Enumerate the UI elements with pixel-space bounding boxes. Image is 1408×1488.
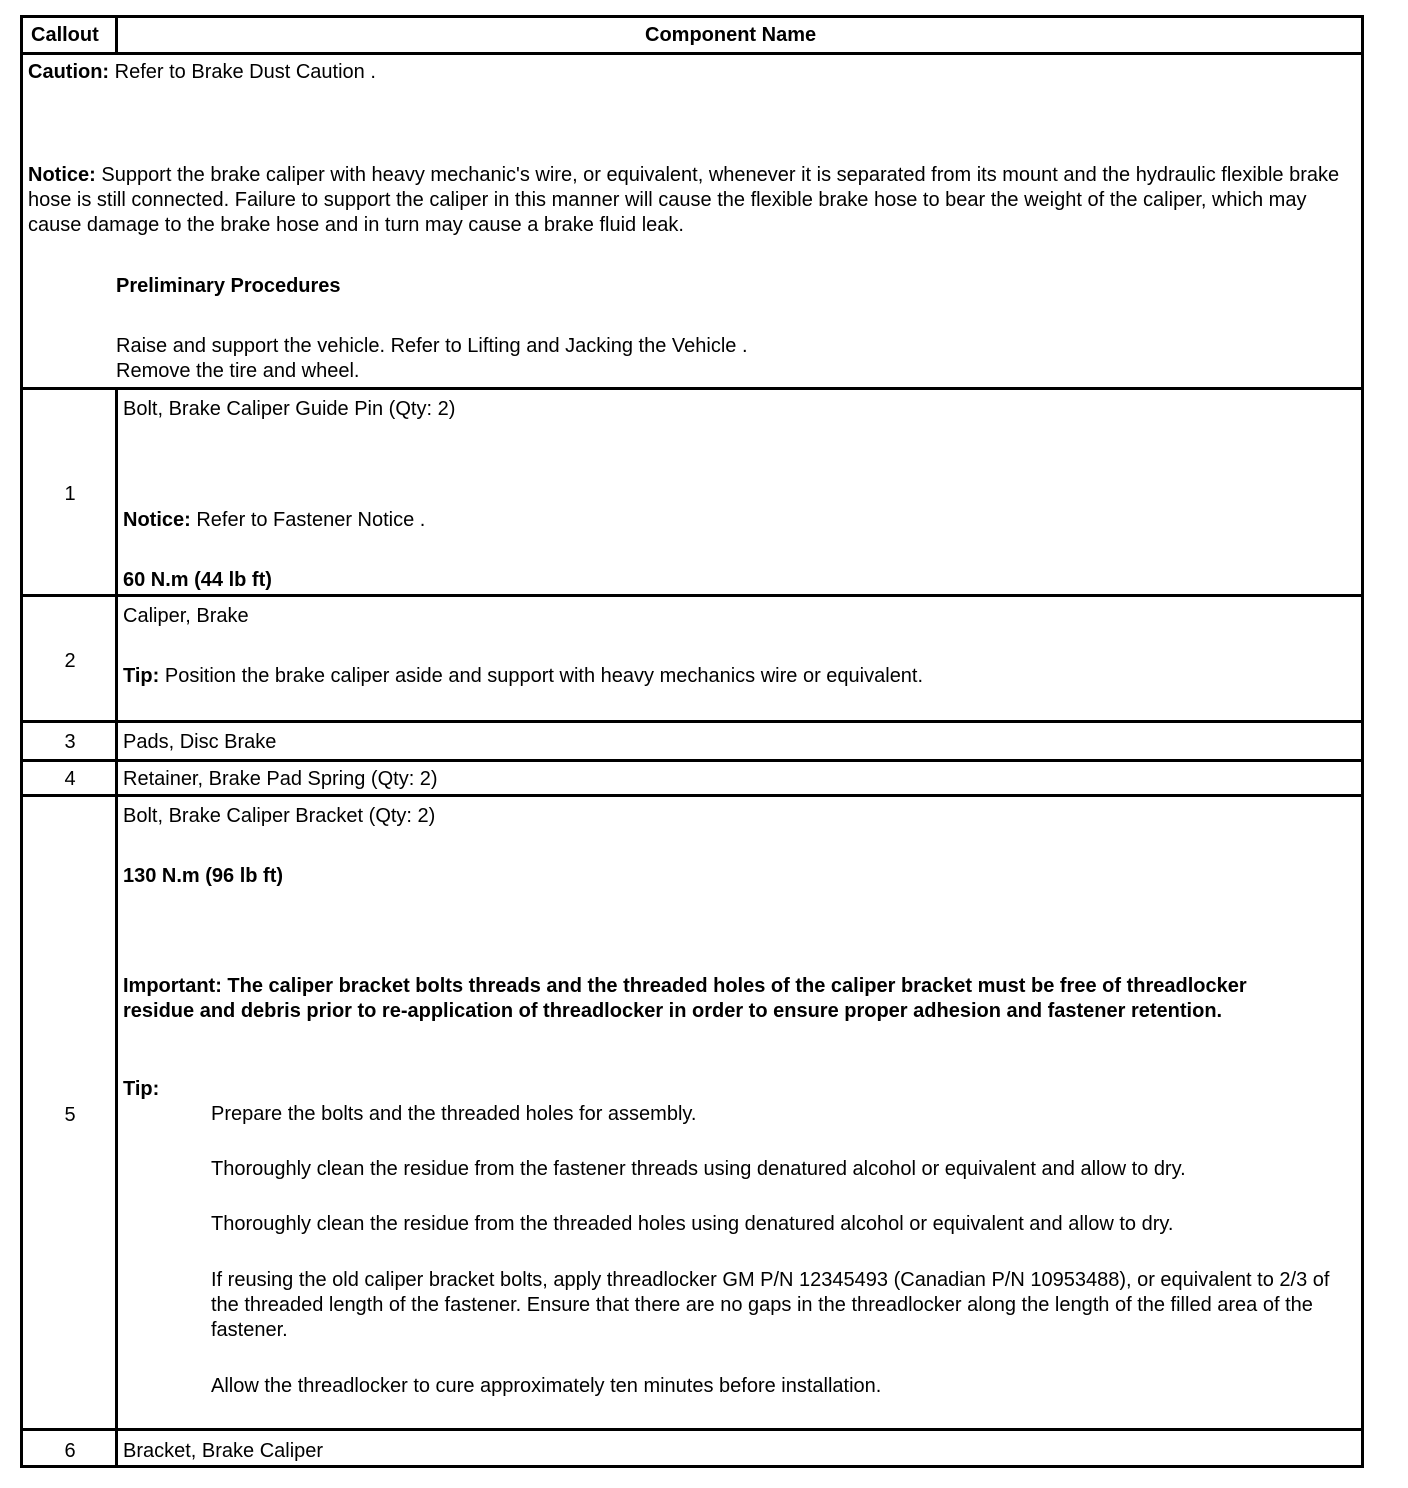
component-name: Caliper, Brake <box>123 605 249 627</box>
tip-step: If reusing the old caliper bracket bolts, apply threadlocker GM P/N 12345493 (Canadian P/N 10953488), or equivalent to 2/3 of the threaded length of the fastener. Ensure that there are no gaps in the threadlocker along the length of the filled area of the fastener. <box>211 1269 1330 1341</box>
tip-label: Tip: <box>123 1078 160 1100</box>
row-divider <box>23 1428 1361 1431</box>
tip-text: Position the brake caliper aside and support with heavy mechanics wire or equivalent. <box>159 665 924 687</box>
torque-spec: 130 N.m (96 lb ft) <box>123 865 284 887</box>
caution-text: Refer to Brake Dust Caution . <box>109 61 376 83</box>
row-divider <box>23 794 1361 797</box>
callout-number: 1 <box>64 483 76 505</box>
row-divider <box>23 387 1361 390</box>
important-note: Important: The caliper bracket bolts threads and the threaded holes of the caliper bracket must be free of threadlocker residue and debris prior to re-application of threadlocker in order to ensure proper adhesion and fastener retention. <box>123 975 1247 1022</box>
component-name: Pads, Disc Brake <box>123 731 277 753</box>
header-component-name: Component Name <box>645 24 817 46</box>
header-callout: Callout <box>31 24 99 46</box>
tip-step: Thoroughly clean the residue from the threaded holes using denatured alcohol or equivalent and allow to dry. <box>211 1213 1174 1235</box>
torque-spec: 60 N.m (44 lb ft) <box>123 569 272 591</box>
tip-line <box>123 664 923 689</box>
notice-text: Support the brake caliper with heavy mechanic's wire, or equivalent, whenever it is separated from its mount and the hydraulic flexible brake hose is still connected. Failure to support the caliper in this manner will cause the flexible brake hose to bear the weight of the caliper, which may cause damage to the brake hose and in turn may cause a brake fluid leak. <box>28 164 1340 236</box>
tip-step: Prepare the bolts and the threaded holes for assembly. <box>211 1103 697 1125</box>
notice-line <box>123 508 425 533</box>
tip-step: Thoroughly clean the residue from the fastener threads using denatured alcohol or equivalent and allow to dry. <box>211 1158 1186 1180</box>
preliminary-step: Raise and support the vehicle. Refer to Lifting and Jacking the Vehicle . <box>116 335 748 357</box>
callout-number: 4 <box>64 768 76 790</box>
tip-step: Allow the threadlocker to cure approximately ten minutes before installation. <box>211 1375 882 1397</box>
tip-label: Tip: <box>123 665 160 687</box>
notice-label: Notice: <box>28 164 96 186</box>
row-divider <box>23 759 1361 762</box>
callout-number: 5 <box>64 1104 76 1126</box>
callout-number: 3 <box>64 731 76 753</box>
notice-paragraph <box>28 163 1360 238</box>
notice-label: Notice: <box>123 509 191 531</box>
row-divider <box>23 594 1361 597</box>
callout-number: 6 <box>64 1440 76 1462</box>
notice-text: Refer to Fastener Notice . <box>190 509 426 531</box>
preliminary-title: Preliminary Procedures <box>116 275 341 297</box>
preliminary-step: Remove the tire and wheel. <box>116 360 360 382</box>
caution-line <box>28 60 376 85</box>
components-table <box>20 15 1364 1468</box>
component-name: Bolt, Brake Caliper Guide Pin (Qty: 2) <box>123 398 456 420</box>
component-name: Bracket, Brake Caliper <box>123 1440 324 1462</box>
callout-number: 2 <box>64 650 76 672</box>
caution-label: Caution: <box>28 61 110 83</box>
component-name: Retainer, Brake Pad Spring (Qty: 2) <box>123 768 438 790</box>
row-divider <box>23 720 1361 723</box>
component-name: Bolt, Brake Caliper Bracket (Qty: 2) <box>123 805 436 827</box>
